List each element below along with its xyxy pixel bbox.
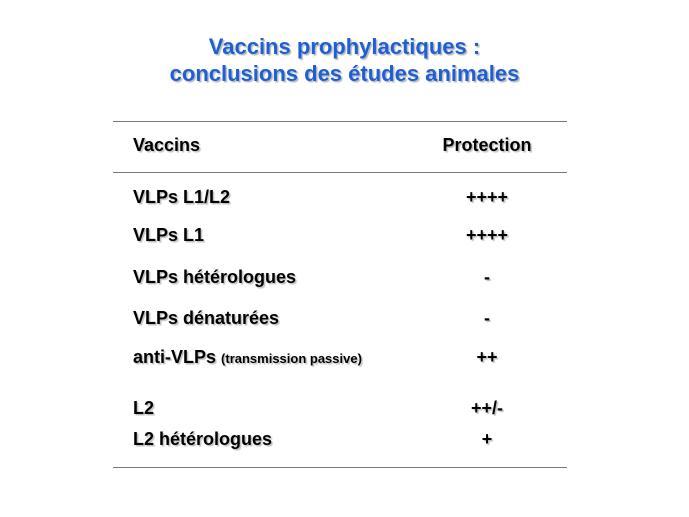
row-vaccin: VLPs L1 <box>133 225 205 245</box>
row-vaccin: VLPs L1/L2 <box>133 187 231 207</box>
row-protection: ++ <box>476 347 498 367</box>
row-vaccin: VLPs hétérologues <box>133 267 297 287</box>
row-vaccin: L2 <box>133 398 155 418</box>
row-protection: - <box>484 267 490 287</box>
row-protection: ++/- <box>470 398 504 418</box>
row-vaccin-label: anti-VLPs <box>133 347 217 367</box>
slide-title-line-2: conclusions des études animales <box>169 61 520 86</box>
row-vaccin: L2 hétérologues <box>133 429 273 449</box>
table-top-rule <box>113 121 567 122</box>
slide-title-line-1: Vaccins prophylactiques : <box>208 34 481 59</box>
header-vaccins: Vaccins <box>133 135 201 155</box>
row-vaccin-note: (transmission passive) <box>221 351 362 366</box>
row-protection: + <box>481 429 493 449</box>
table-header-rule <box>113 172 567 173</box>
row-protection: - <box>484 308 490 328</box>
row-vaccin: VLPs dénaturées <box>133 308 280 328</box>
row-protection: ++++ <box>465 187 509 207</box>
table-bottom-rule <box>113 467 567 468</box>
row-vaccin-anti-vlps <box>133 346 362 370</box>
row-protection: ++++ <box>465 225 509 245</box>
header-protection: Protection <box>442 135 532 155</box>
